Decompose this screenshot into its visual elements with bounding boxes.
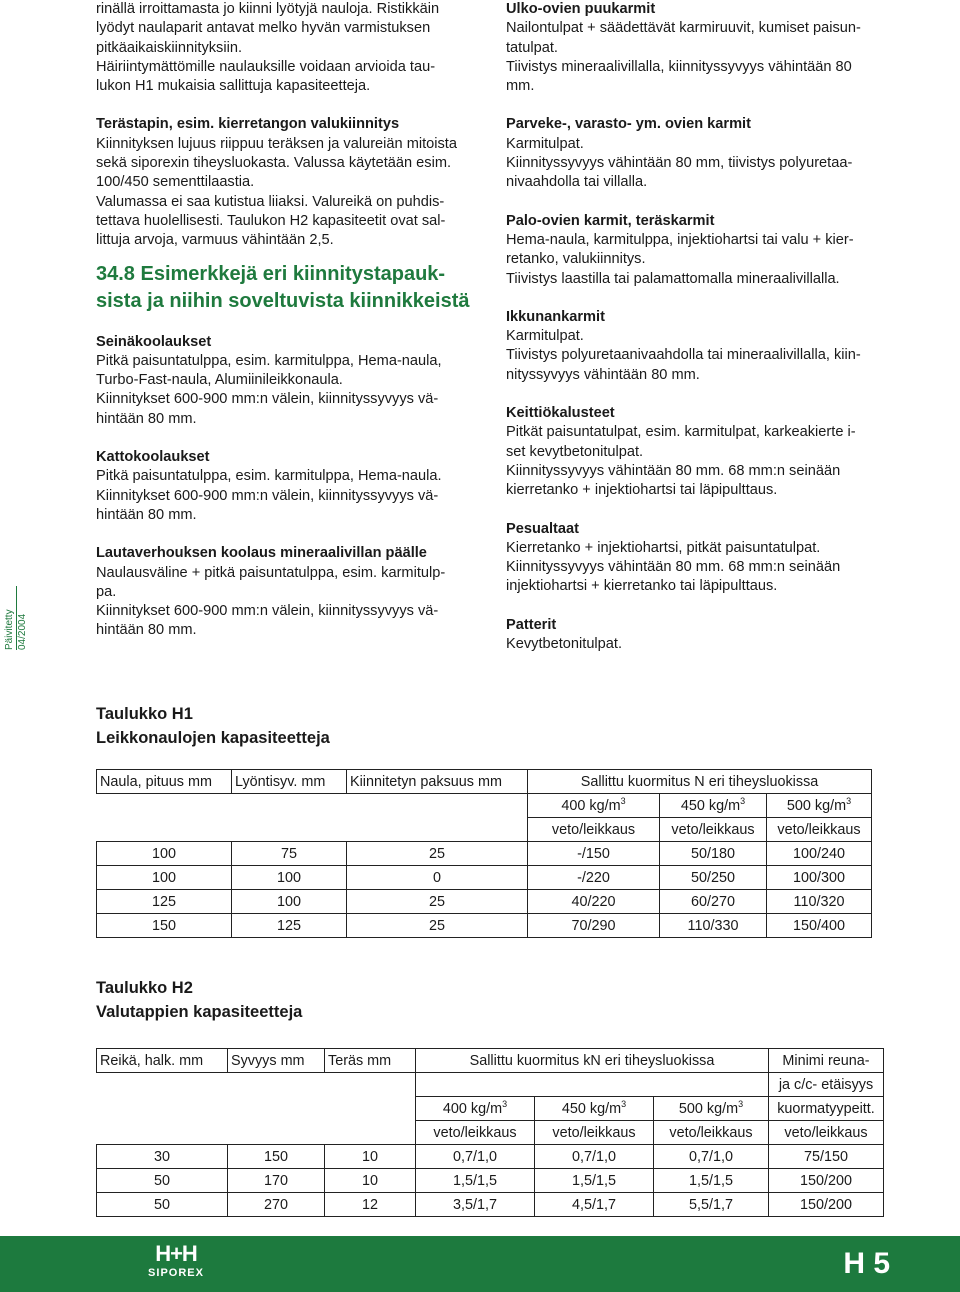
cell: 10	[325, 1145, 416, 1169]
cell: 150/200	[769, 1169, 884, 1193]
logo-text: SIPOREX	[148, 1267, 204, 1279]
text-line: Kiinnityksen lujuus riippuu teräksen ja valureiän mitoista	[96, 135, 457, 152]
cell: 50/250	[660, 866, 767, 890]
text-line: Tiivistys laastilla tai palamattomalla mineraalivillalla.	[506, 270, 840, 287]
section-title-line: 34.8 Esimerkkejä eri kiinnitystapauk-	[96, 262, 446, 285]
cell: 100	[232, 890, 347, 914]
text-line: nityssyvyys vähintään 80 mm.	[506, 366, 700, 383]
text-line: injektiohartsi + kierretanko tai läpipulttaus.	[506, 578, 778, 595]
column-header: Teräs mm	[325, 1049, 416, 1073]
text-line: Kiinnityssyvyys vähintään 80 mm. 68 mm:n seinään	[506, 559, 841, 576]
text-line: Turbo-Fast-naula, Alumiinileikkonaula.	[96, 372, 343, 389]
density-header: 450 $kg/m^3$	[660, 794, 767, 818]
cell: 0,7/1,0	[535, 1145, 654, 1169]
table-title: Taulukko H1	[96, 705, 193, 723]
unit-header: veto/leikkaus	[769, 1121, 884, 1145]
text-line: Kiinnitykset 600-900 mm:n välein, kiinnityssyvyys vä-	[96, 391, 439, 408]
text-line: nivaahdolla tai villalla.	[506, 174, 648, 191]
text-line: Naulausväline + pitkä paisuntatulppa, esim. karmitulp-	[96, 564, 446, 581]
column-header: Lyöntisyv. mm	[232, 770, 347, 794]
cell: 0,7/1,0	[416, 1145, 535, 1169]
text-line: pa.	[96, 583, 117, 600]
cell: 100/240	[767, 842, 872, 866]
density-header: 500 $kg/m^3$	[767, 794, 872, 818]
column-header: Minimi reuna-	[769, 1049, 884, 1073]
ikkuna-heading: Ikkunankarmit	[506, 308, 605, 325]
pesu-heading: Pesualtaat	[506, 520, 580, 537]
text-line: Tiivistys mineraalivillalla, kiinnityssyvyys vähintään 80	[506, 58, 852, 75]
cell: -/150	[528, 842, 660, 866]
density-header: 450 $kg/m^3$	[535, 1097, 654, 1121]
cell: 3,5/1,7	[416, 1193, 535, 1217]
text-line: rinällä irroittamasta jo kiinni lyötyjä nauloja. Ristikkäin	[96, 1, 440, 17]
palo-heading: Palo-ovien karmit, teräskarmit	[506, 212, 715, 229]
text-line: Valumassa ei saa kutistua liiaksi. Valureikä on puhdis-	[96, 193, 445, 210]
text-line: 100/450 sementtilaastia.	[96, 174, 255, 191]
column-header: Syvyys mm	[228, 1049, 325, 1073]
patterit-heading: Patterit	[506, 616, 557, 633]
cell: 4,5/1,7	[535, 1193, 654, 1217]
table-subtitle: Leikkonaulojen kapasiteetteja	[96, 729, 330, 747]
text-line: tatulpat.	[506, 39, 558, 56]
cell: 125	[232, 914, 347, 938]
cell: 100/300	[767, 866, 872, 890]
table-h1-title	[96, 702, 330, 750]
cell: 25	[347, 914, 528, 938]
cell: 30	[97, 1145, 228, 1169]
text-line: set kevytbetonitulpat.	[506, 443, 644, 460]
cell: -/220	[528, 866, 660, 890]
text-line: lukon H1 mukaisia sallittuja kapasiteetteja.	[96, 78, 371, 95]
right-column	[506, 0, 894, 654]
ulko-heading: Ulko-ovien puukarmit	[506, 1, 656, 17]
table-subtitle: Valutappien kapasiteetteja	[96, 1003, 303, 1021]
group-header: Sallittu kuormitus N eri tiheysluokissa	[528, 770, 872, 794]
cell: 150/200	[769, 1193, 884, 1217]
unit-header: veto/leikkaus	[767, 818, 872, 842]
text-line: pitkäaikaiskiinnityksiin.	[96, 39, 242, 56]
cell: 125	[97, 890, 232, 914]
cell: 1,5/1,5	[654, 1169, 769, 1193]
column-header: Reikä, halk. mm	[97, 1049, 228, 1073]
cell: 0	[347, 866, 528, 890]
table-h1	[96, 769, 872, 938]
cell: 100	[97, 866, 232, 890]
unit-header: veto/leikkaus	[660, 818, 767, 842]
unit-header: veto/leikkaus	[535, 1121, 654, 1145]
cell: 12	[325, 1193, 416, 1217]
text-line: Tiivistys polyuretaanivaahdolla tai mineraalivillalla, kiin-	[506, 347, 861, 364]
katto-heading: Kattokoolaukset	[96, 449, 210, 466]
density-header: 500 $kg/m^3$	[654, 1097, 769, 1121]
table-row	[97, 1169, 884, 1193]
cell: 10	[325, 1169, 416, 1193]
cell: 50	[97, 1193, 228, 1217]
table-row	[97, 1193, 884, 1217]
cell: 100	[97, 842, 232, 866]
table-h2-title	[96, 976, 302, 1024]
seina-heading: Seinäkoolaukset	[96, 333, 212, 350]
text-line: Kiinnitykset 600-900 mm:n välein, kiinnityssyvyys vä-	[96, 603, 439, 620]
cell: 50/180	[660, 842, 767, 866]
text-line: Pitkät paisuntatulpat, esim. karmitulpat, karkeakierte i-	[506, 424, 856, 441]
table-row	[97, 890, 872, 914]
table-row	[97, 914, 872, 938]
intro-paragraph	[96, 0, 484, 96]
text-line: Nailontulpat + säädettävät karmiruuvit, kumiset paisun-	[506, 20, 861, 37]
text-line: lyödyt naulaparit antavat melko hyvän varmistuksen	[96, 20, 431, 37]
footer-band	[0, 1236, 960, 1292]
table-title: Taulukko H2	[96, 979, 193, 997]
siporex-logo	[130, 1242, 222, 1288]
cell: 60/270	[660, 890, 767, 914]
text-line: Kiinnityssyvyys vähintään 80 mm, tiivistys polyuretaa-	[506, 155, 853, 172]
section-title-line: sista ja niihin soveltuvista kiinnikkeistä	[96, 289, 470, 312]
text-line: hintään 80 mm.	[96, 622, 197, 639]
cell: 5,5/1,7	[654, 1193, 769, 1217]
updated-date: 04/2004	[17, 613, 28, 650]
cell: 110/330	[660, 914, 767, 938]
text-line: hintään 80 mm.	[96, 506, 197, 523]
page-number: H 5	[843, 1247, 890, 1280]
table-row	[97, 842, 872, 866]
unit-header: veto/leikkaus	[416, 1121, 535, 1145]
cell: 170	[228, 1169, 325, 1193]
left-column	[96, 0, 484, 641]
text-line: retanko, valukiinnitys.	[506, 251, 646, 268]
logo-mark: H+H	[155, 1241, 197, 1266]
cell: 150/400	[767, 914, 872, 938]
cell: 150	[228, 1145, 325, 1169]
text-line: Pitkä paisuntatulppa, esim. karmitulppa, Hema-naula,	[96, 352, 442, 369]
text-line: littuja arvoja, varmuus vähintään 2,5.	[96, 232, 334, 249]
cell: 270	[228, 1193, 325, 1217]
cell: 1,5/1,5	[416, 1169, 535, 1193]
unit-header: veto/leikkaus	[528, 818, 660, 842]
cell: 110/320	[767, 890, 872, 914]
cell: 25	[347, 890, 528, 914]
text-line: Karmitulpat.	[506, 135, 584, 152]
cell: 70/290	[528, 914, 660, 938]
section-title	[96, 261, 484, 315]
density-header: 400 $kg/m^3$	[416, 1097, 535, 1121]
table-row	[97, 1145, 884, 1169]
text-line: hintään 80 mm.	[96, 410, 197, 427]
cell: 40/220	[528, 890, 660, 914]
column-header: ja c/c- etäisyys	[769, 1073, 884, 1097]
cell: 75	[232, 842, 347, 866]
cell: 75/150	[769, 1145, 884, 1169]
cell: 0,7/1,0	[654, 1145, 769, 1169]
cell: 25	[347, 842, 528, 866]
cell: 50	[97, 1169, 228, 1193]
text-line: Kiinnitykset 600-900 mm:n välein, kiinnityssyvyys vä-	[96, 487, 439, 504]
density-header: 400 $kg/m^3$	[528, 794, 660, 818]
terastapin-heading: Terästapin, esim. kierretangon valukiinnitys	[96, 116, 400, 133]
text-line: tettava huolellisesti. Taulukon H2 kapasiteetit ovat sal-	[96, 212, 446, 229]
column-header: kuormatyypeitt.	[769, 1097, 884, 1121]
table-row	[97, 866, 872, 890]
cell: 150	[97, 914, 232, 938]
text-line: Pitkä paisuntatulppa, esim. karmitulppa, Hema-naula.	[96, 468, 442, 485]
text-line: Hema-naula, karmitulppa, injektiohartsi tai valu + kier-	[506, 231, 854, 248]
parveke-heading: Parveke-, varasto- ym. ovien karmit	[506, 116, 751, 133]
text-line: kierretanko + injektiohartsi tai läpipulttaus.	[506, 482, 778, 499]
table-h2	[96, 1048, 884, 1217]
lauta-heading: Lautaverhouksen koolaus mineraalivillan päälle	[96, 545, 427, 562]
column-header: Kiinnitetyn paksuus mm	[347, 770, 528, 794]
updated-label: Päivitetty	[4, 609, 15, 650]
text-line: Häiriintymättömille naulauksille voidaan arvioida tau-	[96, 58, 436, 75]
text-line: Kiinnityssyvyys vähintään 80 mm. 68 mm:n seinään	[506, 462, 841, 479]
group-header: Sallittu kuormitus kN eri tiheysluokissa	[416, 1049, 769, 1073]
cell: 100	[232, 866, 347, 890]
keittio-heading: Keittiökalusteet	[506, 405, 615, 422]
column-header: Naula, pituus mm	[97, 770, 232, 794]
cell: 1,5/1,5	[535, 1169, 654, 1193]
text-line: Kevytbetonitulpat.	[506, 636, 623, 653]
text-line: Kierretanko + injektiohartsi, pitkät paisuntatulpat.	[506, 539, 821, 556]
unit-header: veto/leikkaus	[654, 1121, 769, 1145]
text-line: mm.	[506, 78, 535, 95]
text-line: Karmitulpat.	[506, 328, 584, 345]
text-line: sekä siporexin tiheysluokasta. Valussa käytetään esim.	[96, 155, 452, 172]
